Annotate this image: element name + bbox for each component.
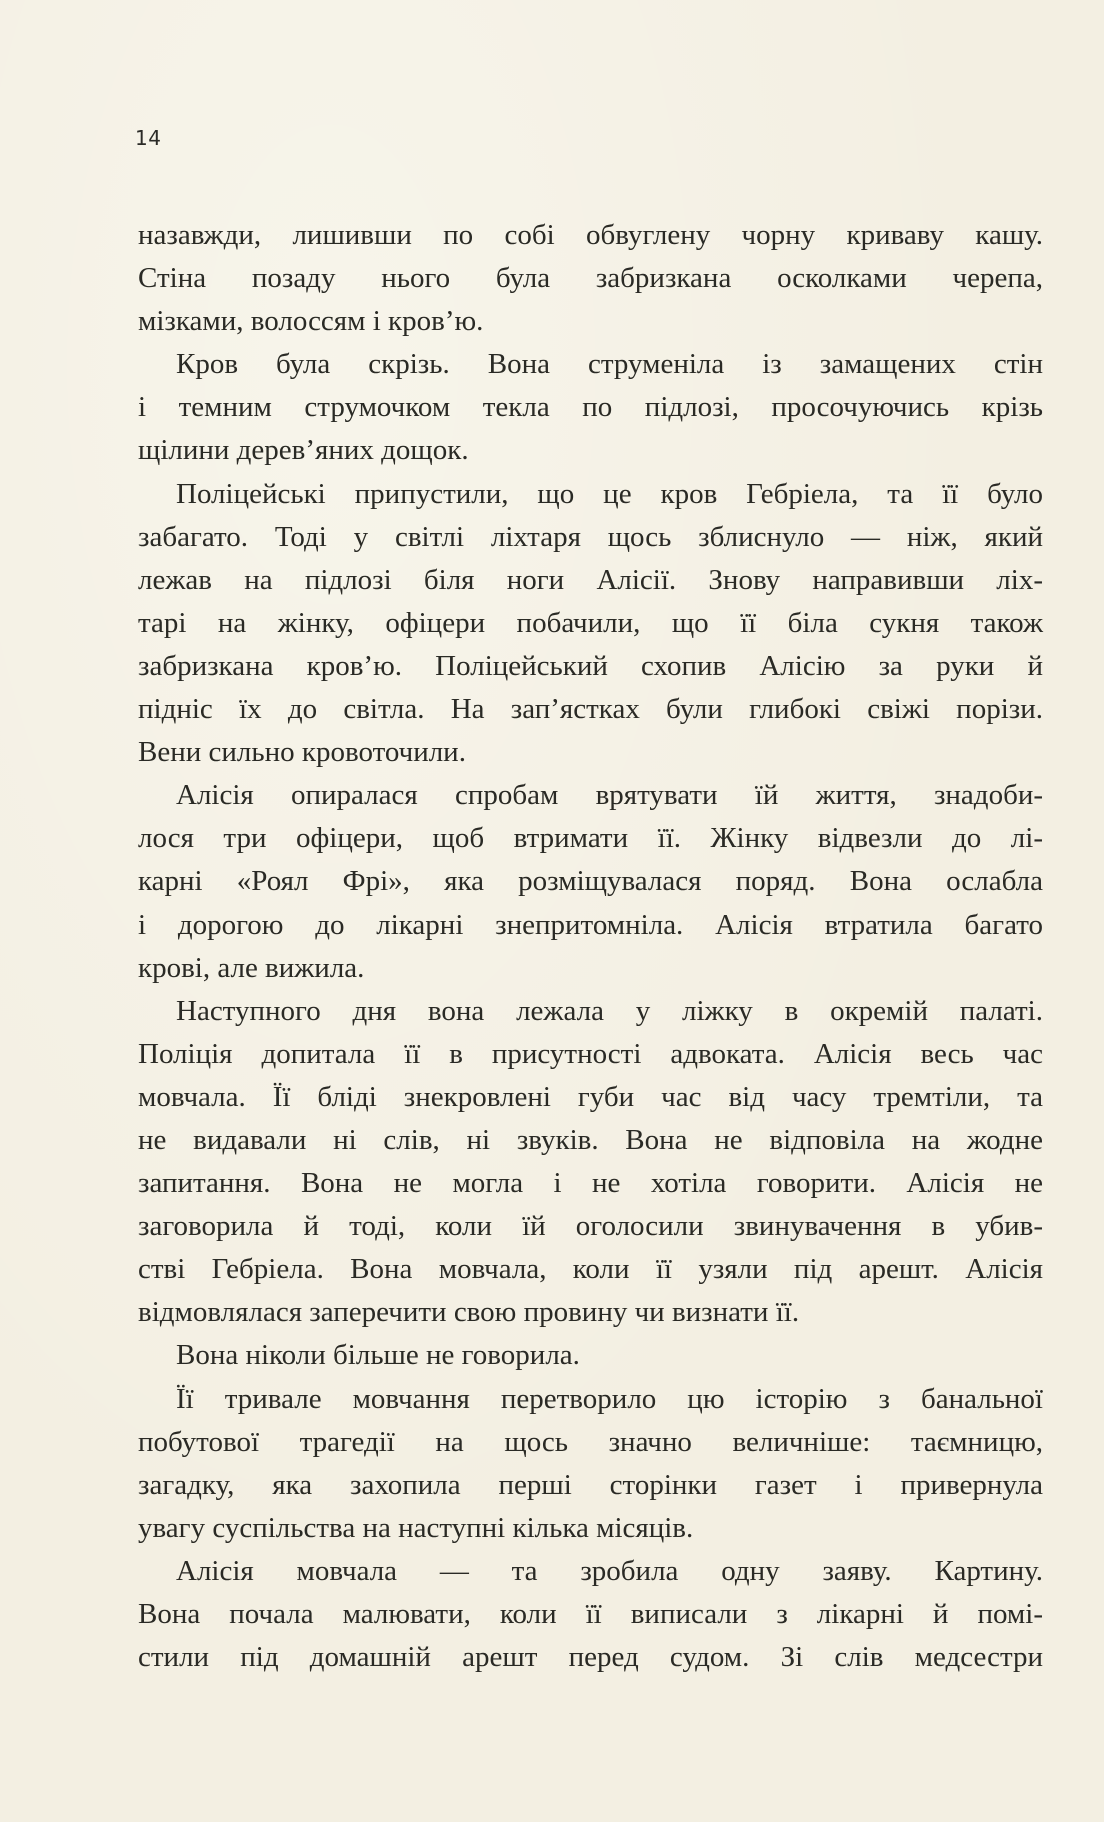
text-line: Алісія мовчала — та зробила одну заяву. Картину.	[176, 1554, 1043, 1587]
text-line: Вона ніколи більше не говорила.	[176, 1339, 580, 1372]
text-line: забризкана кров’ю. Поліцейський схопив Алісію за руки й	[138, 649, 1043, 682]
text-line: увагу суспільства на наступні кілька місяців.	[138, 1511, 694, 1544]
text-line: відмовлялася заперечити свою провину чи визнати її.	[138, 1296, 800, 1329]
text-line: назавжди, лишивши по собі обвуглену чорну криваву кашу.	[138, 219, 1043, 251]
text-line: заговорила й тоді, коли їй оголосили звинувачення в убив-	[138, 1210, 1043, 1243]
text-line: Її тривале мовчання перетворило цю історію з банальної	[176, 1382, 1043, 1415]
text-line: побутової трагедії на щось значно величніше: таємницю,	[138, 1425, 1043, 1458]
text-line: запитання. Вона не могла і не хотіла говорити. Алісія не	[138, 1167, 1043, 1200]
text-line: Кров була скрізь. Вона струменіла із замащених стін	[176, 348, 1043, 381]
text-line: і дорогою до лікарні знепритомніла. Алісія втратила багато	[138, 908, 1043, 941]
text-line: мізками, волоссям і кров’ю.	[138, 305, 484, 338]
text-line: загадку, яка захопила перші сторінки газет і привернула	[138, 1468, 1043, 1501]
text-line: Стіна позаду нього була забризкана осколками черепа,	[138, 262, 1043, 295]
text-line: карні «Роял Фрі», яка розміщувалася поряд. Вона ослабла	[138, 865, 1043, 898]
text-line: мовчала. Її бліді знекровлені губи час від часу тремтіли, та	[138, 1080, 1043, 1113]
text-line: стили під домашній арешт перед судом. Зі слів медсестри	[138, 1641, 1043, 1674]
text-line: Поліцейські припустили, що це кров Гебріела, та її було	[176, 477, 1043, 510]
text-line: тарі на жінку, офіцери побачили, що її біла сукня також	[138, 606, 1043, 639]
text-line: щілини дерев’яних дощок.	[138, 434, 469, 467]
text-line: не видавали ні слів, ні звуків. Вона не відповіла на жодне	[138, 1123, 1043, 1156]
text-line: забагато. Тоді у світлі ліхтаря щось зблиснуло — ніж, який	[138, 520, 1043, 553]
text-line: Наступного дня вона лежала у ліжку в окремій палаті.	[176, 994, 1043, 1027]
text-line: Вени сильно кровоточили.	[138, 736, 466, 769]
text-line: Вона почала малювати, коли її виписали з лікарні й помі-	[138, 1598, 1043, 1630]
text-line: підніс їх до світла. На зап’ястках були глибокі свіжі порізи.	[138, 693, 1043, 726]
text-line: лежав на підлозі біля ноги Алісії. Знову направивши ліх-	[138, 563, 1043, 596]
text-line: стві Гебріела. Вона мовчала, коли її узяли під арешт. Алісія	[138, 1253, 1043, 1286]
text-line: і темним струмочком текла по підлозі, просочуючись крізь	[138, 391, 1043, 424]
text-line: Поліція допитала її в присутності адвоката. Алісія весь час	[138, 1037, 1043, 1070]
text-line: крові, але вижила.	[138, 951, 365, 984]
body-text	[138, 214, 1043, 1679]
text-line: Алісія опиралася спробам врятувати їй життя, знадоби-	[176, 779, 1043, 812]
text-line: лося три офіцери, щоб втримати її. Жінку відвезли до лі-	[138, 822, 1043, 855]
page-number: 14	[135, 126, 162, 150]
